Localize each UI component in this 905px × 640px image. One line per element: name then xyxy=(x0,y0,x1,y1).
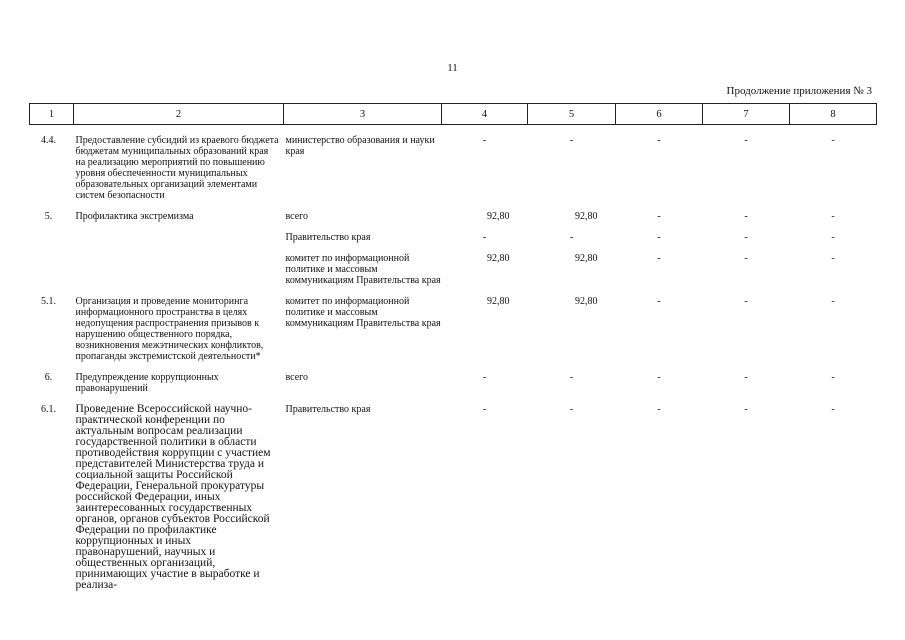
value-col-7: - xyxy=(744,253,748,264)
value-col-5: 92,80 xyxy=(575,253,598,264)
column-header-2: 2 xyxy=(74,104,284,125)
executor: Правительство края xyxy=(285,232,371,243)
column-header-4: 4 xyxy=(442,104,528,125)
row-number xyxy=(30,253,74,286)
value-col-6: - xyxy=(657,232,661,243)
table-row xyxy=(30,372,877,394)
measure-name: Проведение Всероссийской научно-практической конференции по актуальным вопросам реализации государственной политики в области противодействия коррупции с участием представителей Министерства труда и социальной защиты Российской Федерации, Генеральной прокуратуры российской Федерации, иных заинтересованных государственных органов, органов субъектов Российской Федерации по профилактике коррупционных и иных правонарушений, научных и общественных организаций, принимающих участие в выработке и реализа- xyxy=(75,403,271,591)
table-row xyxy=(30,296,877,362)
value-col-7: - xyxy=(744,211,748,222)
value-col-6: - xyxy=(657,404,661,415)
value-col-6: - xyxy=(657,296,661,307)
row-number: 6. xyxy=(44,372,53,383)
value-col-7: - xyxy=(744,404,748,415)
row-number: 4.4. xyxy=(41,135,56,146)
value-col-4: - xyxy=(482,404,487,415)
value-col-5: - xyxy=(569,135,574,146)
executor: Правительство края xyxy=(285,404,371,415)
measure-name xyxy=(74,232,284,243)
row-number: 6.1. xyxy=(41,404,56,415)
executor: комитет по информационной политике и массовым коммуникациям Правительства края xyxy=(285,296,441,329)
measure-name: Предупреждение коррупционных правонарушений xyxy=(75,372,219,394)
value-col-8: - xyxy=(831,211,835,222)
table-row xyxy=(30,232,877,243)
executor: всего xyxy=(285,372,309,383)
value-col-8: - xyxy=(831,232,835,243)
program-table xyxy=(29,103,877,591)
executor: комитет по информационной политике и массовым коммуникациям Правительства края xyxy=(285,253,441,286)
table-row xyxy=(30,211,877,222)
value-col-8: - xyxy=(831,296,835,307)
value-col-4: - xyxy=(482,135,487,146)
row-number: 5. xyxy=(44,211,53,222)
value-col-4: 92,80 xyxy=(487,296,510,307)
measure-name: Профилактика экстремизма xyxy=(75,211,194,222)
page-number: 11 xyxy=(447,62,458,74)
value-col-6: - xyxy=(657,135,661,146)
value-col-7: - xyxy=(744,372,748,383)
value-col-4: - xyxy=(482,372,487,383)
column-header-7: 7 xyxy=(703,104,790,125)
value-col-8: - xyxy=(831,135,835,146)
value-col-7: - xyxy=(744,296,748,307)
executor: всего xyxy=(285,211,309,222)
value-col-4: 92,80 xyxy=(487,253,510,264)
value-col-5: 92,80 xyxy=(575,211,598,222)
value-col-7: - xyxy=(744,135,748,146)
appendix-continuation-label: Продолжение приложения № 3 xyxy=(726,85,872,97)
column-header-8: 8 xyxy=(790,104,877,125)
table-row xyxy=(30,135,877,201)
value-col-5: - xyxy=(569,404,574,415)
row-number: 5.1. xyxy=(41,296,56,307)
row-number xyxy=(30,232,74,243)
column-header-3: 3 xyxy=(284,104,442,125)
executor: министерство образования и науки края xyxy=(285,135,435,157)
measure-name: Организация и проведение мониторинга информационного пространства в целях недопущения распространения призывов к нарушению общественного порядка, возникновения межэтнических конфликтов, пропаганды экстремистской деятельности* xyxy=(75,296,264,362)
measure-name: Предоставление субсидий из краевого бюджета бюджетам муниципальных образований края на реализацию мероприятий по повышению уровня обеспеченности муниципальных образовательных организаций элементами систем безопасности xyxy=(75,135,279,201)
header-row xyxy=(30,104,877,125)
measure-name xyxy=(74,253,284,286)
value-col-8: - xyxy=(831,372,835,383)
value-col-4: 92,80 xyxy=(487,211,510,222)
column-header-6: 6 xyxy=(616,104,703,125)
value-col-6: - xyxy=(657,253,661,264)
value-col-8: - xyxy=(831,253,835,264)
table-row xyxy=(30,253,877,286)
value-col-8: - xyxy=(831,404,835,415)
value-col-4: - xyxy=(482,232,487,243)
value-col-7: - xyxy=(744,232,748,243)
value-col-5: - xyxy=(569,372,574,383)
column-header-5: 5 xyxy=(528,104,616,125)
value-col-5: 92,80 xyxy=(575,296,598,307)
value-col-5: - xyxy=(569,232,574,243)
table-row xyxy=(30,404,877,591)
value-col-6: - xyxy=(657,211,661,222)
value-col-6: - xyxy=(657,372,661,383)
column-header-1: 1 xyxy=(30,104,74,125)
